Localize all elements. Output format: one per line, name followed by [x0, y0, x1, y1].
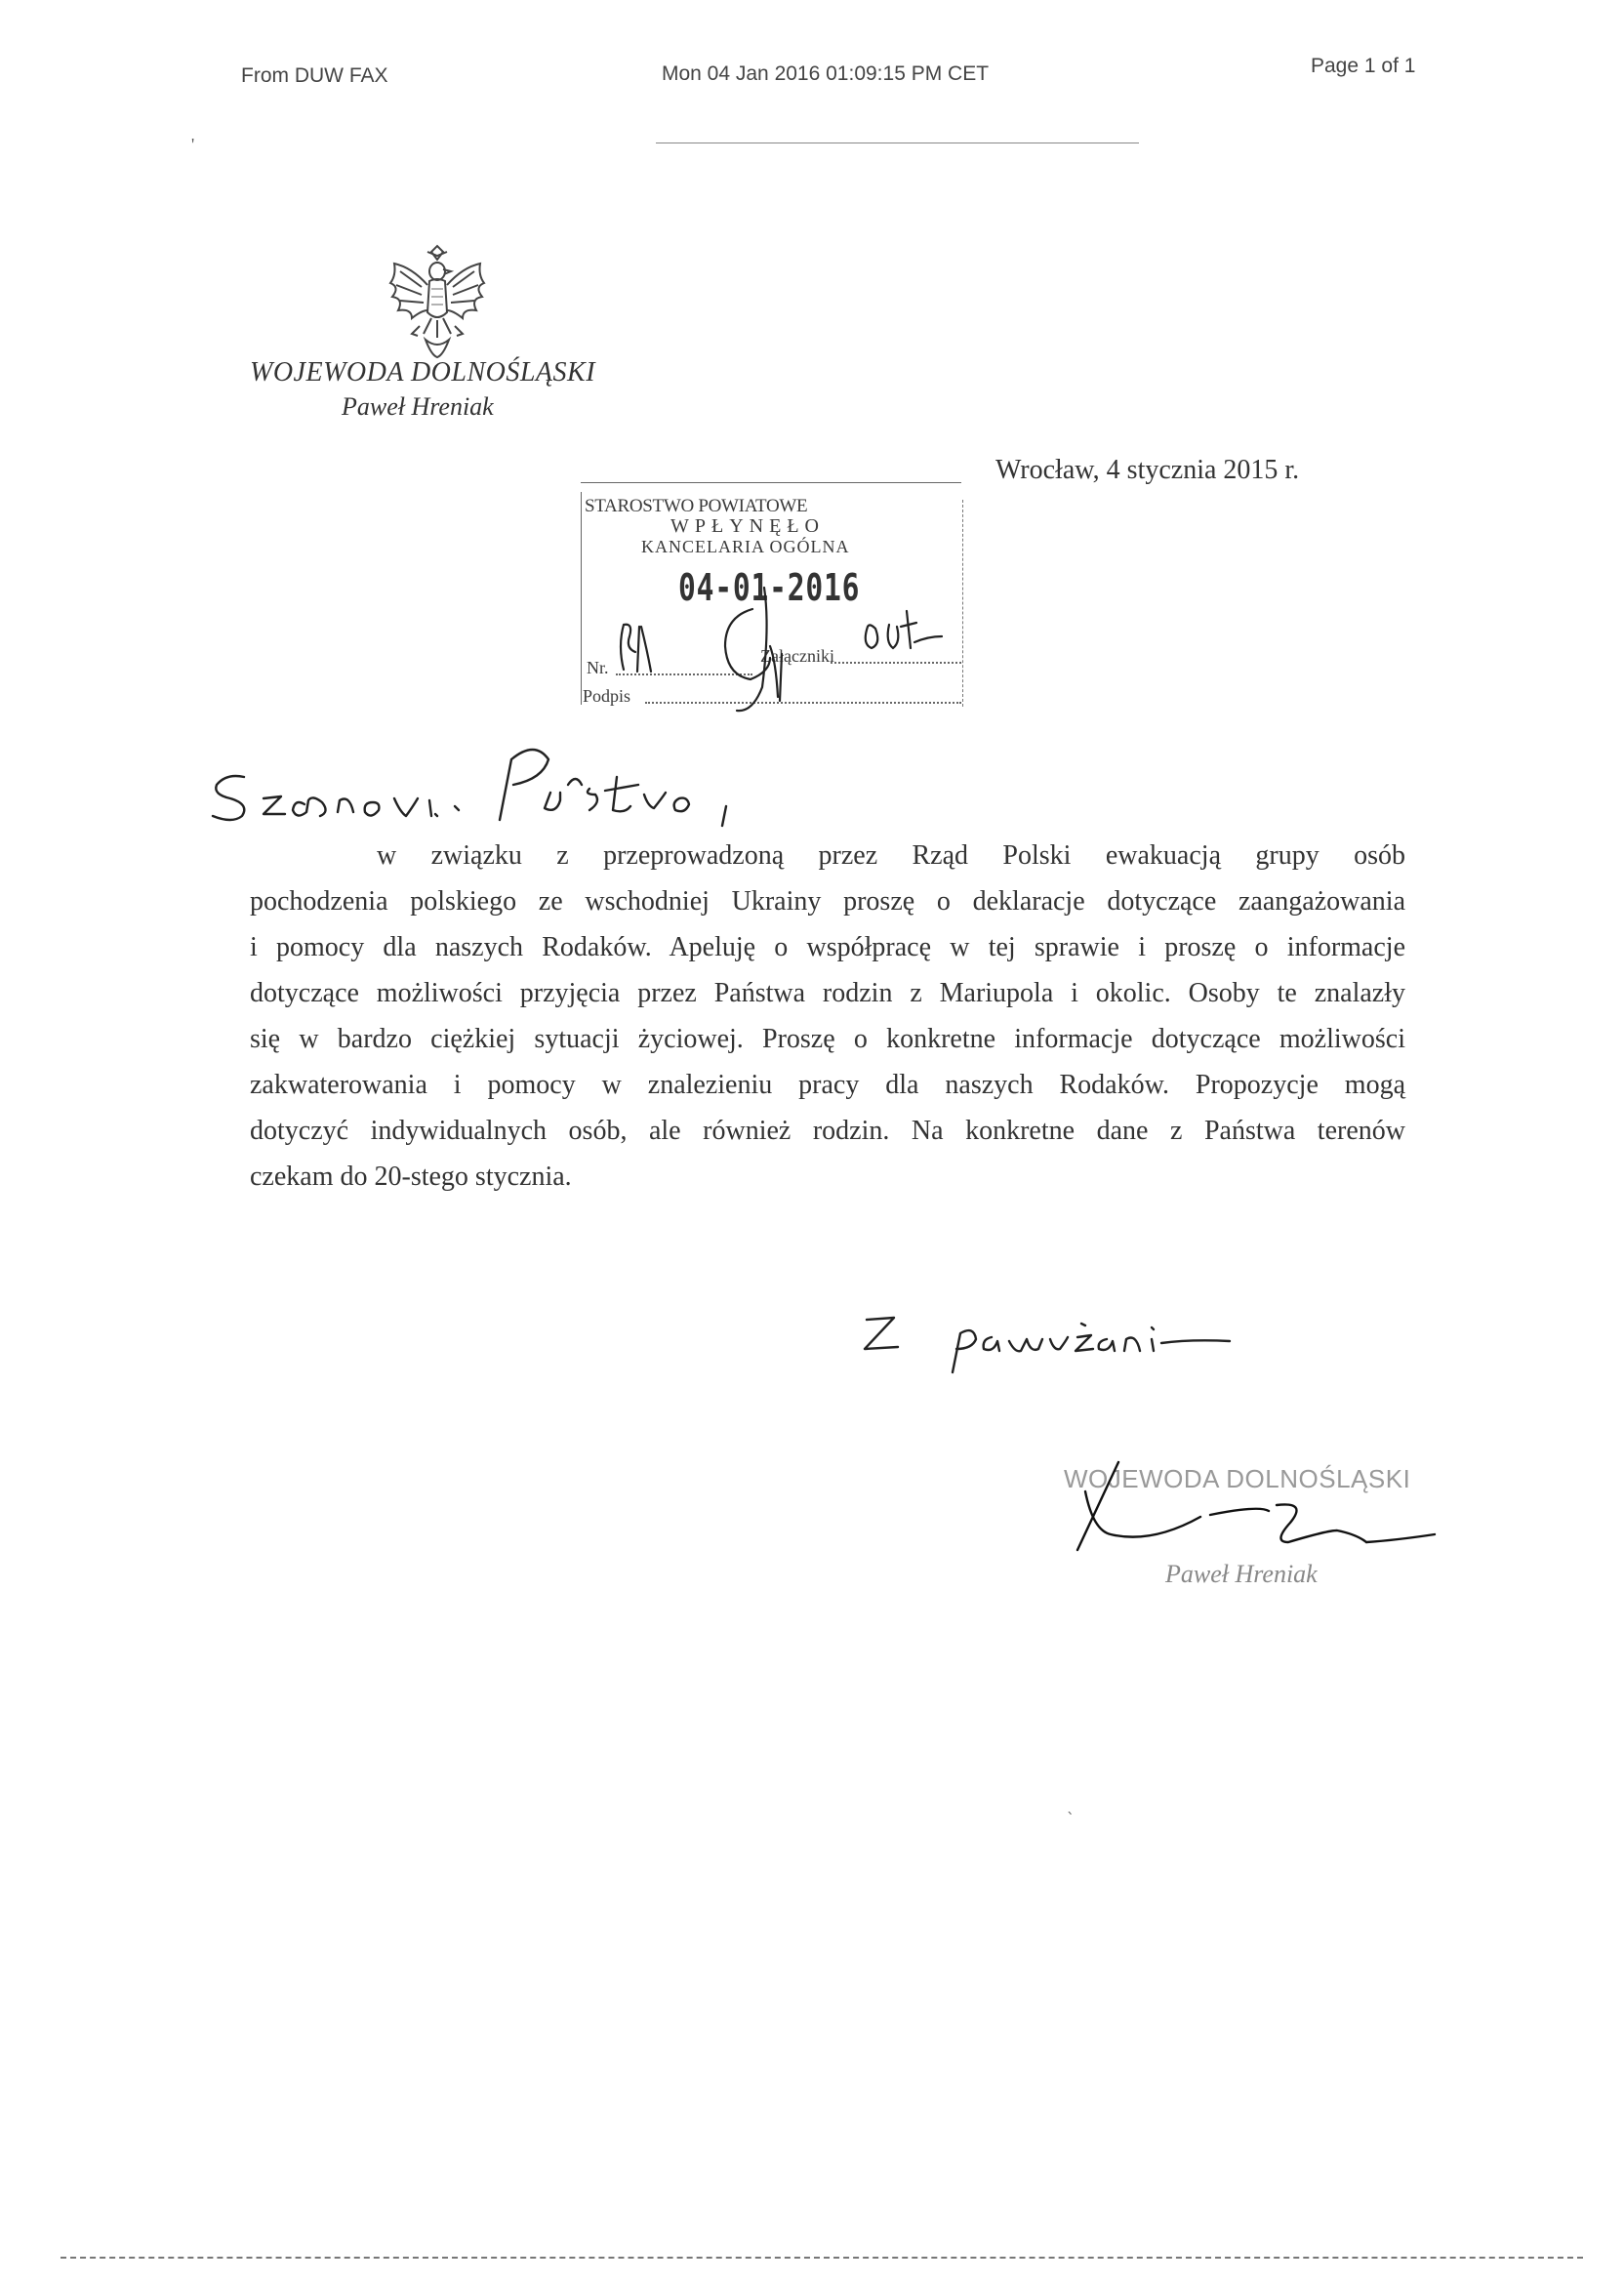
stamp-date: 04-01-2016: [678, 566, 861, 609]
page-bottom-rule: [61, 2257, 1583, 2259]
letter-body: [250, 836, 1405, 1203]
letter-body-line: w związku z przeprowadzoną przez Rząd Polski ewakuacją grupy osób: [377, 840, 1405, 871]
handwritten-signature: [1064, 1452, 1474, 1609]
stamp-handwritten-entries: [579, 480, 969, 716]
stamp-office: STAROSTWO POWIATOWE: [585, 496, 808, 516]
fax-datetime: Mon 04 Jan 2016 01:09:15 PM CET: [662, 62, 990, 85]
signature-name: Paweł Hreniak: [1165, 1560, 1318, 1588]
letterhead-name: Paweł Hreniak: [342, 392, 494, 421]
letterhead-office: WOJEWODA DOLNOŚLĄSKI: [250, 357, 596, 387]
polish-eagle-emblem-icon: [383, 242, 492, 359]
signature-block: [1064, 1452, 1474, 1609]
letter-body-line: pochodzenia polskiego ze wschodniej Ukrainy proszę o deklaracje dotyczące zaangażowania: [250, 886, 1405, 917]
fax-header: [0, 55, 1624, 94]
fax-sender: From DUW FAX: [241, 64, 388, 87]
handwritten-greeting: [207, 730, 792, 847]
stamp-attachments-label: Załączniki: [760, 646, 834, 666]
stamp-nr-label: Nr.: [587, 658, 609, 677]
stamp-registry: KANCELARIA OGÓLNA: [641, 537, 850, 556]
stamp-received: WPŁYNĘŁO: [670, 515, 825, 537]
letter-body-line: się w bardzo ciężkiej sytuacji życiowej. Proszę o konkretne informacje dotyczące możliwości: [250, 1024, 1405, 1054]
stamp-signature-label: Podpis: [583, 686, 631, 706]
letter-body-line: zakwaterowania i pomocy w znalezieniu pracy dla naszych Rodaków. Propozycje mogą: [250, 1070, 1405, 1100]
letter-body-line: dotyczyć indywidualnych osób, ale również rodzin. Na konkretne dane z Państwa terenów: [250, 1116, 1405, 1146]
handwritten-closing: [859, 1296, 1249, 1384]
place-and-date: Wrocław, 4 stycznia 2015 r.: [995, 455, 1300, 485]
letter-body-line: czekam do 20-stego stycznia.: [250, 1162, 572, 1192]
scan-mark: ˎ: [1067, 1796, 1075, 1815]
signature-office: WOJEWODA DOLNOŚLĄSKI: [1064, 1464, 1411, 1493]
scan-speck: ': [191, 135, 195, 154]
letter-body-line: dotyczące możliwości przyjęcia przez Państwa rodzin z Mariupola i okolic. Osoby te znalazły: [250, 978, 1405, 1008]
letterhead: [250, 357, 595, 422]
fax-page-count: Page 1 of 1: [1311, 55, 1416, 77]
letter-body-line: i pomocy dla naszych Rodaków. Apeluję o współpracę w tej sprawie i proszę o informacje: [250, 932, 1405, 962]
receipt-stamp: [579, 480, 969, 716]
